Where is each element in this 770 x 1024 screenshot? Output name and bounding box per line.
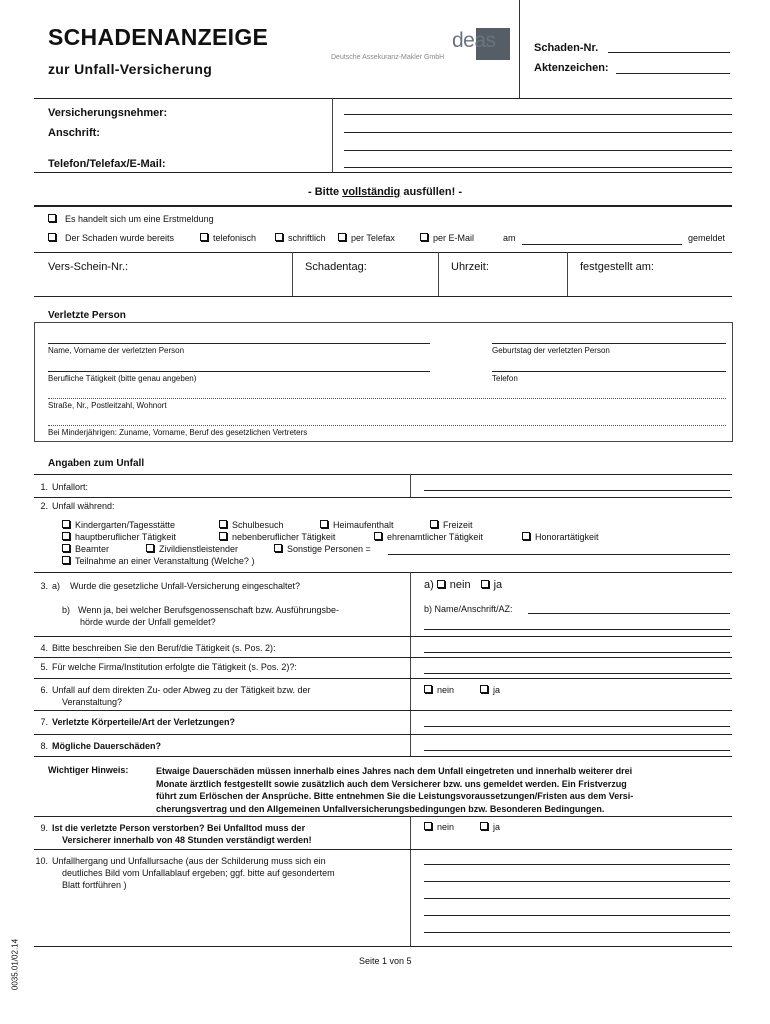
header-rule [34,98,732,99]
q6-rule [34,710,732,711]
hint-line-2: Monate ärztlich festgestellt sowie zusätzlich auch dem Versicherer bzw. uns gemeldet werden. Ein Fristverzug [156,778,627,789]
q10-field-3[interactable] [424,898,730,899]
versicherungsnehmer-label: Versicherungsnehmer: [48,107,168,119]
q5-field[interactable] [424,673,730,674]
aktenzeichen-label: Aktenzeichen: [534,62,609,74]
address-label: Straße, Nr., Postleitzahl, Wohnort [48,401,167,410]
q10-field-5[interactable] [424,932,730,933]
form-title: SCHADENANZEIGE [48,24,269,50]
birthday-label: Geburtstag der verletzten Person [492,346,610,355]
instruction-rule [34,205,732,207]
q8-field[interactable] [424,750,730,751]
option-email[interactable] [420,233,474,243]
q3-rule [34,636,732,637]
company-logo [452,28,510,60]
honorar-checkbox[interactable] [522,532,530,540]
form-subtitle: zur Unfall-Versicherung [48,61,213,77]
erstmeldung-checkbox[interactable] [48,214,56,222]
q2-opt-freizeit[interactable]: Freizeit [430,520,473,530]
q2-opt-veranstaltung[interactable]: Teilnahme an einer Veranstaltung (Welche? ) [62,556,254,566]
phone-label: Telefon [492,374,518,383]
option-telefax[interactable] [338,233,395,243]
q6-answer: nein ja [424,685,500,695]
q10-label: 10. Unfallhergang und Unfallursache (aus der Schilderung muss sich ein deutliches Bild vom Unfallablauf ergeben; ggf. bitte auf gesondertem Blatt fortführen ) [35,856,335,890]
q2-opt-heimaufenthalt[interactable]: Heimaufenthalt [320,520,394,530]
vers-schein-label: Vers-Schein-Nr.: [48,261,129,273]
q9-ja-checkbox[interactable] [480,822,488,830]
instruction-prefix: - Bitte [307,186,343,198]
q7-label: 7. Verletzte Körperteile/Art der Verletzungen? [40,717,236,727]
ehrenamtlich-checkbox[interactable] [374,532,382,540]
q3a-answer: a) nein ja [424,579,503,591]
schriftlich-label: schriftlich [288,233,326,243]
q4-label: 4. Bitte beschreiben Sie den Beruf/die Tätigkeit (s. Pos. 2): [40,643,276,653]
erstmeldung-option[interactable] [48,214,214,224]
kindergarten-checkbox[interactable] [62,520,70,528]
info-divider-2 [438,252,439,296]
accident-heading: Angaben zum Unfall [48,458,145,469]
q2-opt-nebenberuflich[interactable]: nebenberuflicher Tätigkeit [219,532,335,542]
email-label: per E-Mail [433,233,475,243]
telefon-field[interactable] [344,167,732,168]
q2-opt-hauptberuflich[interactable]: hauptberuflicher Tätigkeit [62,532,176,542]
name-label: Name, Vorname der verletzten Person [48,346,185,355]
q1-label: 1. Unfallort: [40,482,89,492]
uhrzeit-label: Uhrzeit: [451,261,489,273]
option-telefonisch[interactable] [200,233,256,243]
q6-ja-checkbox[interactable] [480,685,488,693]
birthday-field[interactable] [492,343,726,344]
heimaufenthalt-checkbox[interactable] [320,520,328,528]
info-divider-3 [567,252,568,296]
policyholder-rule [34,172,732,173]
hint-text [156,765,730,815]
q4-rule [34,657,732,658]
q9-answer: nein ja [424,822,500,832]
anschrift-label: Anschrift: [48,127,100,139]
job-field[interactable] [48,371,430,372]
address-field[interactable] [48,398,726,399]
schriftlich-checkbox[interactable] [275,233,283,241]
beamter-checkbox[interactable] [62,544,70,552]
hint-line-1: Etwaige Dauerschäden müssen innerhalb eines Jahres nach dem Unfall eingetreten und innerhalb weiterer drei [156,766,633,776]
gemeldet-label: gemeldet [688,233,726,243]
q3b-field-2[interactable] [424,629,730,630]
q2-opt-schulbesuch[interactable]: Schulbesuch [219,520,284,530]
versicherungsnehmer-field[interactable] [344,114,732,115]
schaden-nr-label: Schaden-Nr. [534,42,599,54]
phone-field[interactable] [492,371,726,372]
page-number: Seite 1 von 5 [359,956,412,966]
hint-line-3: führt zum Erlöschen der Ansprüche. Bitte entnehmen Sie die Leistungsvoraussetzungen/Fristen aus dem Versi- [156,791,634,801]
bereits-label: Der Schaden wurde bereits [65,233,175,243]
injured-heading: Verletzte Person [48,310,126,321]
logo-subtext: Deutsche Assekuranz-Makler GmbH [331,54,445,61]
aktenzeichen-field[interactable] [616,73,730,74]
email-checkbox[interactable] [420,233,428,241]
zivildienst-checkbox[interactable] [146,544,154,552]
festgestellt-label: festgestellt am: [580,261,654,273]
q5-label: 5. Für welche Firma/Institution erfolgte die Tätigkeit (s. Pos. 2)?: [40,662,297,672]
q3b-answer-label: b) Name/Anschrift/AZ: [424,604,513,614]
sonstige-field[interactable] [388,554,730,555]
anschrift-field-1[interactable] [344,132,732,133]
form-code: 0035.01/02.14 [10,938,20,991]
sonstige-checkbox[interactable] [274,544,282,552]
q1-rule [34,497,732,498]
q3b-label: b) Wenn ja, bei welcher Berufsgenossenschaft bzw. Ausführungsbe- hörde wurde der Unfall gemeldet? [62,605,340,627]
minors-field[interactable] [48,425,726,426]
policyholder-divider [332,98,333,172]
telefax-label: per Telefax [351,233,395,243]
schadentag-label: Schadentag: [305,261,367,273]
q9-label: 9. Ist die verletzte Person verstorben? Bei Unfalltod muss der Versicherer innerhalb von 48 Stunden verständigt werden! [40,823,312,845]
schulbesuch-checkbox[interactable] [219,520,227,528]
q2-opt-ehrenamtlich[interactable]: ehrenamtlicher Tätigkeit [374,532,483,542]
q6-label: 6. Unfall auf dem direkten Zu- oder Abweg zu der Tätigkeit bzw. der Veranstaltung? [40,685,311,707]
q9-rule [34,849,732,850]
bereits-checkbox[interactable] [48,233,56,241]
option-schriftlich[interactable] [275,233,326,243]
q3a-ja-checkbox[interactable] [481,580,489,588]
hauptberuflich-checkbox[interactable] [62,532,70,540]
q9-nein-checkbox[interactable] [424,822,432,830]
logo-text: deas [452,29,496,52]
telefonisch-checkbox[interactable] [200,233,208,241]
q10-rule [34,946,732,947]
bereits-option[interactable] [48,233,174,243]
q2-opt-beamter[interactable]: Beamter [62,544,109,554]
fill-instruction [0,186,770,198]
q2-opt-zivildienst[interactable]: Zivildienstleistender [146,544,238,554]
q6-nein-checkbox[interactable] [424,685,432,693]
q8-rule [34,756,732,757]
q7-rule [34,734,732,735]
q7-field[interactable] [424,726,730,727]
q3a-label: 3. a) Wurde die gesetzliche Unfall-Versicherung eingeschaltet? [40,581,300,591]
instruction-emph: vollständig [342,186,401,198]
info-rule [34,296,732,297]
q9-divider [410,816,411,946]
am-date-field[interactable] [522,244,682,245]
q2-opt-honorar[interactable]: Honorartätigkeit [522,532,599,542]
info-divider-1 [292,252,293,296]
q5-rule [34,678,732,679]
freizeit-checkbox[interactable] [430,520,438,528]
nebenberuflich-checkbox[interactable] [219,532,227,540]
job-label: Berufliche Tätigkeit (bitte genau angeben) [48,374,197,383]
header-divider [519,0,520,98]
q2-rule [34,572,732,573]
hint-rule [34,816,732,817]
q2-opt-sonstige[interactable]: Sonstige Personen = [274,544,371,554]
veranstaltung-checkbox[interactable] [62,556,70,564]
q3b-field-1[interactable] [528,613,730,614]
q8-label: 8. Mögliche Dauerschäden? [40,741,162,751]
minors-label: Bei Minderjährigen: Zuname, Vorname, Beruf des gesetzlichen Vertreters [48,428,308,437]
q10-field-2[interactable] [424,881,730,882]
schaden-nr-field[interactable] [608,52,730,53]
telefax-checkbox[interactable] [338,233,346,241]
q10-field-1[interactable] [424,864,730,865]
anschrift-field-2[interactable] [344,150,732,151]
hint-label: Wichtiger Hinweis: [48,765,129,775]
accident-top-rule [34,474,732,475]
name-field[interactable] [48,343,430,344]
q10-field-4[interactable] [424,915,730,916]
report-rule [34,252,732,253]
telefonisch-label: telefonisch [213,233,257,243]
answer-column-divider [410,572,411,756]
q1-divider [410,474,411,497]
am-label: am [503,233,516,243]
hint-line-4: cherungsvertrag und den Allgemeinen Unfallversicherungsbedingungen bzw. Besonderen Bedingungen. [156,803,605,814]
erstmeldung-label: Es handelt sich um eine Erstmeldung [65,214,214,224]
instruction-suffix: ausfüllen! - [400,186,463,198]
q3a-nein-checkbox[interactable] [437,580,445,588]
q2-opt-kindergarten[interactable]: Kindergarten/Tagesstätte [62,520,175,530]
telefon-label: Telefon/Telefax/E-Mail: [48,158,166,170]
q4-field[interactable] [424,652,730,653]
q2-label: 2. Unfall während: [40,501,115,511]
q1-field[interactable] [424,490,730,491]
